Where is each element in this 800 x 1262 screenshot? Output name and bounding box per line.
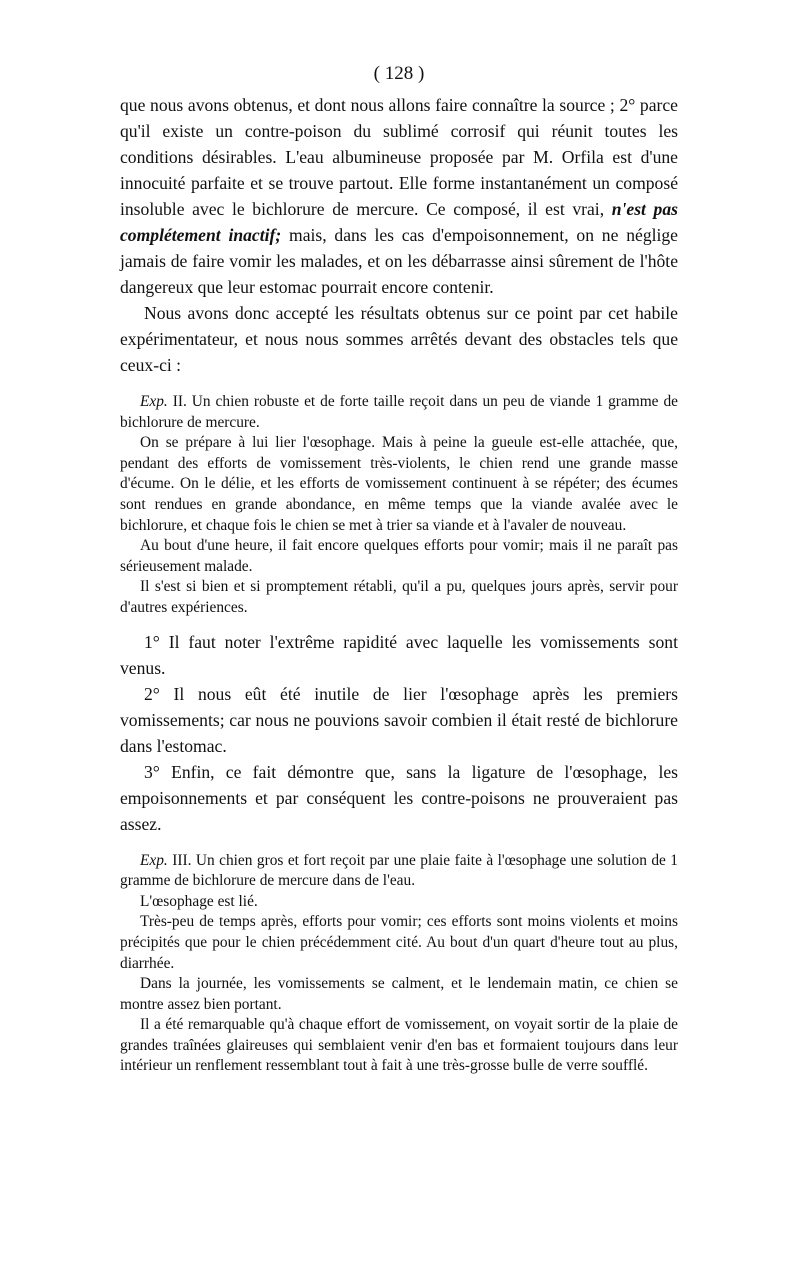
- exp2-label: Exp.: [140, 393, 168, 410]
- exp3-label: Exp.: [140, 851, 168, 869]
- spacer: [120, 837, 678, 851]
- book-page: [120, 62, 678, 1077]
- exp3-text: Un chien gros et fort reçoit par une plaie faite à l'œsophage une solution de 1 gramme de bichlorure de mercure dans de l'eau.: [120, 851, 678, 890]
- spacer: [120, 378, 678, 392]
- page-number: ( 128 ): [373, 63, 425, 84]
- exp2-paragraph-1: On se prépare à lui lier l'œsophage. Mais à peine la gueule est-elle attachée, que, pendant des efforts de vomissement très-violents, le chien rend une grande masse d'écume. On le délie, et les efforts de vomissement continuent à se répéter; des écumes sont rendues en grande abondance, en même temps que la viande avalée avec le bichlorure, et chaque fois le chien se met à trier sa viande et à l'avaler de nouveau.: [120, 434, 678, 534]
- exp2-number: II.: [172, 393, 187, 410]
- paragraph-2: Nous avons donc accepté les résultats obtenus sur ce point par cet habile expérimentateur, et nous nous sommes arrêtés devant des obstacles tels que ceux-ci :: [120, 303, 678, 375]
- experiment-3: [120, 851, 678, 1078]
- exp3-paragraph-2: Très-peu de temps après, efforts pour vomir; ces efforts sont moins violents et moins précipités que pour le chien précédemment cité. Au bout d'un quart d'heure tout au plus, diarrhée.: [120, 913, 678, 972]
- exp3-number: III.: [172, 851, 192, 869]
- exp2-paragraph-2: Au bout d'une heure, il fait encore quelques efforts pour vomir; mais il ne paraît pas sérieusement malade.: [120, 537, 678, 575]
- intro-paragraph: [120, 92, 678, 300]
- remark-3: 3° Enfin, ce fait démontre que, sans la ligature de l'œsophage, les empoisonnements et par conséquent les contre-poisons ne prouveraient pas assez.: [120, 761, 678, 834]
- exp3-paragraph-3: Dans la journée, les vomissements se calment, et le lendemain matin, ce chien se montre assez bien portant.: [120, 975, 678, 1013]
- intro-section: [120, 92, 678, 378]
- exp2-text: Un chien robuste et de forte taille reçoit dans un peu de viande 1 gramme de bichlorure de mercure.: [120, 393, 678, 431]
- remarks-section: [120, 629, 678, 837]
- intro-text-post: mais, dans les cas d'empoisonnement, on ne néglige jamais de faire vomir les malades, et on les débarrasse ainsi sûrement de l'hôte dangereux que leur estomac pourrait encore contenir.: [120, 225, 678, 297]
- intro-emphasis: n'est pas complétement inactif;: [120, 199, 678, 245]
- spacer: [120, 619, 678, 629]
- intro-text-pre: que nous avons obtenus, et dont nous allons faire connaître la source ; 2° parce qu'il existe un contre-poison du sublimé corrosif qui réunit toutes les conditions désirables. L'eau albumineuse proposée par M. Orfila est d'une innocuité parfaite et se trouve partout. Elle forme instantanément un composé insoluble avec le bichlorure de mercure. Ce composé, il est vrai,: [120, 95, 678, 219]
- experiment-2: [120, 392, 678, 619]
- exp3-paragraph-4: Il a été remarquable qu'à chaque effort de vomissement, on voyait sortir de la plaie de grandes traînées glaireuses qui semblaient venir d'en bas et formaient toujours dans leur intérieur un renflement ressemblant tout à fait à une très-grosse bulle de verre soufflé.: [120, 1016, 678, 1075]
- exp2-heading-paragraph: [120, 392, 678, 433]
- remark-2: 2° Il nous eût été inutile de lier l'œsophage après les premiers vomissements; car nous ne pouvions savoir combien il était resté de bichlorure dans l'estomac.: [120, 683, 678, 756]
- exp2-paragraph-3: Il s'est si bien et si promptement rétabli, qu'il a pu, quelques jours après, servir pour d'autres expériences.: [120, 578, 678, 616]
- remark-1: 1° Il faut noter l'extrême rapidité avec laquelle les vomissements sont venus.: [120, 631, 678, 678]
- exp3-heading-paragraph: [120, 851, 678, 892]
- exp3-paragraph-1: L'œsophage est lié.: [140, 892, 258, 910]
